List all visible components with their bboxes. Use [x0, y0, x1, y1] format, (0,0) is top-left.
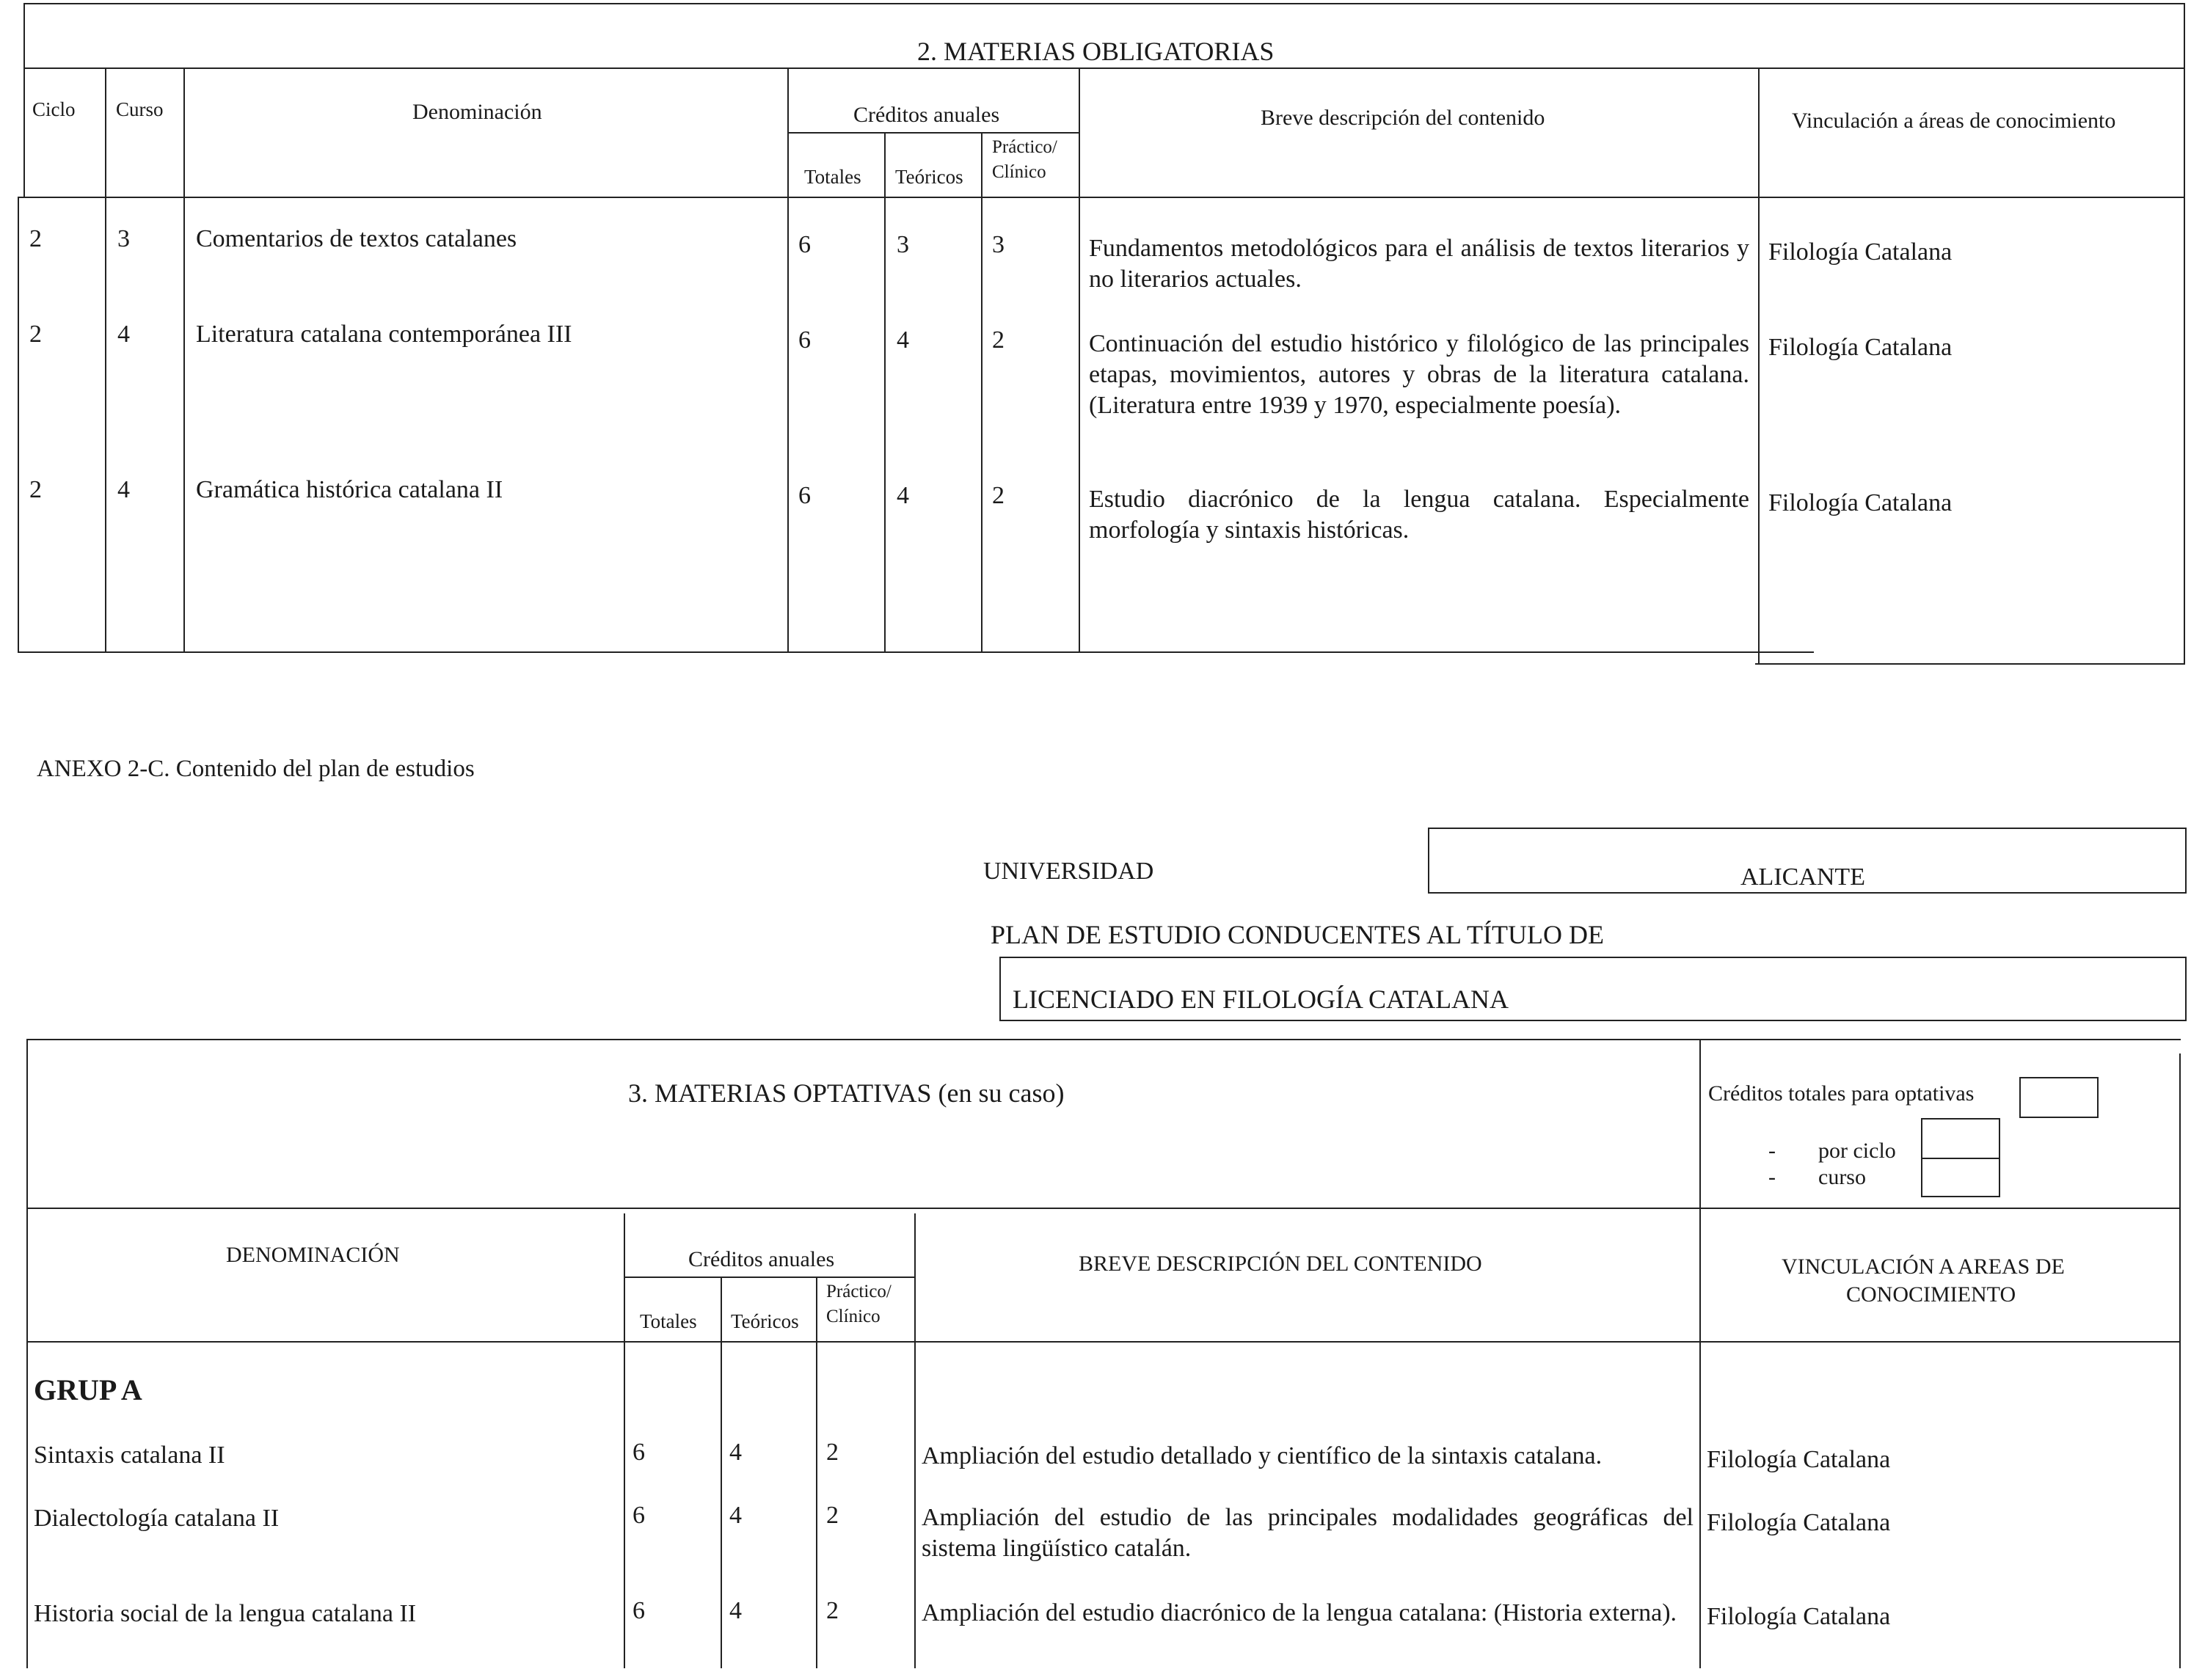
- cell-practico: 3: [992, 231, 1005, 258]
- cell-denominacion: Sintaxis catalana II: [34, 1442, 225, 1469]
- cell-totales: 6: [632, 1597, 645, 1624]
- cell-practico: 2: [826, 1439, 839, 1466]
- cell-curso: 4: [117, 476, 130, 503]
- header-practico-2: Clínico: [992, 162, 1046, 182]
- cell-ciclo: 2: [29, 476, 42, 503]
- header-totales: Totales: [804, 166, 861, 188]
- cell-vinculacion: Filología Catalana: [1707, 1603, 1891, 1630]
- annex-title: ANEXO 2-C. Contenido del plan de estudios: [37, 756, 475, 782]
- cell-denominacion: Historia social de la lengua catalana II: [34, 1600, 417, 1627]
- cell-totales: 6: [798, 326, 811, 354]
- cell-vinculacion: Filología Catalana: [1768, 489, 1953, 516]
- header-denominacion: Denominación: [412, 100, 542, 124]
- curso-box[interactable]: [1921, 1158, 2000, 1197]
- header-vinculacion: Vinculación a áreas de conocimiento: [1792, 109, 2116, 133]
- header-curso: Curso: [116, 98, 164, 120]
- universidad-label: UNIVERSIDAD: [983, 858, 1154, 885]
- cell-vinculacion: Filología Catalana: [1707, 1446, 1891, 1473]
- cell-denominacion: Literatura catalana contemporánea III: [196, 321, 572, 348]
- header-vinculacion-1: VINCULACIÓN A AREAS DE: [1782, 1254, 2065, 1279]
- section2-title: 2. MATERIAS OBLIGATORIAS: [917, 37, 1275, 66]
- header-creditos: Créditos anuales: [688, 1247, 835, 1271]
- header-ciclo: Ciclo: [32, 98, 76, 120]
- cell-descripcion: Ampliación del estudio de las principales modalidades geográficas del sistema lingüístico catalán.: [922, 1504, 1694, 1562]
- cell-ciclo: 2: [29, 321, 42, 348]
- cell-descripcion: Fundamentos metodológicos para el análisis de textos literarios y no literarios actuales.: [1089, 235, 1749, 293]
- header-vinculacion-2: CONOCIMIENTO: [1846, 1282, 2016, 1307]
- por-ciclo-label: por ciclo: [1818, 1139, 1896, 1163]
- cell-practico: 2: [992, 482, 1005, 509]
- cell-denominacion: Gramática histórica catalana II: [196, 476, 503, 503]
- cell-curso: 4: [117, 321, 130, 348]
- cell-practico: 2: [826, 1502, 839, 1529]
- cell-totales: 6: [632, 1439, 645, 1466]
- cell-practico: 2: [992, 326, 1005, 354]
- cell-descripcion: Estudio diacrónico de la lengua catalana. Especialmente morfología y sintaxis históricas.: [1089, 486, 1749, 544]
- cell-teoricos: 4: [729, 1502, 742, 1529]
- por-ciclo-box[interactable]: [1921, 1118, 2000, 1159]
- plan-label: PLAN DE ESTUDIO CONDUCENTES AL TÍTULO DE: [991, 920, 1604, 949]
- cell-teoricos: 4: [729, 1439, 742, 1466]
- curso-label: curso: [1818, 1165, 1866, 1189]
- cell-descripcion: Ampliación del estudio detallado y científico de la sintaxis catalana.: [922, 1442, 1603, 1469]
- header-descripcion: Breve descripción del contenido: [1261, 106, 1545, 130]
- creditos-totales-box[interactable]: [2019, 1077, 2099, 1118]
- cell-descripcion: Ampliación del estudio diacrónico de la lengua catalana: (Historia externa).: [922, 1599, 1677, 1626]
- cell-denominacion: Dialectología catalana II: [34, 1505, 280, 1532]
- universidad-value: ALICANTE: [1740, 863, 1865, 891]
- cell-totales: 6: [798, 231, 811, 258]
- cell-teoricos: 4: [897, 326, 909, 354]
- header-practico-2: Clínico: [826, 1307, 881, 1326]
- plan-value: LICENCIADO EN FILOLOGÍA CATALANA: [1013, 985, 1509, 1014]
- header-teoricos: Teóricos: [731, 1310, 799, 1332]
- header-creditos: Créditos anuales: [853, 103, 1000, 127]
- cell-vinculacion: Filología Catalana: [1707, 1509, 1891, 1536]
- header-practico-1: Práctico/: [992, 137, 1057, 157]
- cell-vinculacion: Filología Catalana: [1768, 238, 1953, 266]
- cell-practico: 2: [826, 1597, 839, 1624]
- header-totales: Totales: [640, 1310, 697, 1332]
- dash-ciclo: -: [1768, 1139, 1776, 1163]
- cell-curso: 3: [117, 225, 130, 252]
- cell-teoricos: 4: [729, 1597, 742, 1624]
- cell-totales: 6: [632, 1502, 645, 1529]
- header-practico-1: Práctico/: [826, 1282, 892, 1301]
- cell-totales: 6: [798, 482, 811, 509]
- cell-denominacion: Comentarios de textos catalanes: [196, 225, 517, 252]
- section3-title: 3. MATERIAS OPTATIVAS (en su caso): [628, 1078, 1065, 1108]
- cell-descripcion: Continuación del estudio histórico y filológico de las principales etapas, movimientos, autores y obras de la literatura catalana. (Literatura entre 1939 y 1970, especialmente poesía).: [1089, 330, 1749, 419]
- cell-teoricos: 3: [897, 231, 909, 258]
- header-teoricos: Teóricos: [895, 166, 963, 188]
- cell-vinculacion: Filología Catalana: [1768, 334, 1953, 361]
- cell-ciclo: 2: [29, 225, 42, 252]
- header-denominacion: DENOMINACIÓN: [226, 1243, 400, 1267]
- dash-curso: -: [1768, 1165, 1776, 1189]
- header-descripcion: BREVE DESCRIPCIÓN DEL CONTENIDO: [1079, 1252, 1482, 1276]
- cell-teoricos: 4: [897, 482, 909, 509]
- creditos-totales-label: Créditos totales para optativas: [1708, 1081, 1975, 1106]
- group-heading: GRUP A: [34, 1373, 142, 1406]
